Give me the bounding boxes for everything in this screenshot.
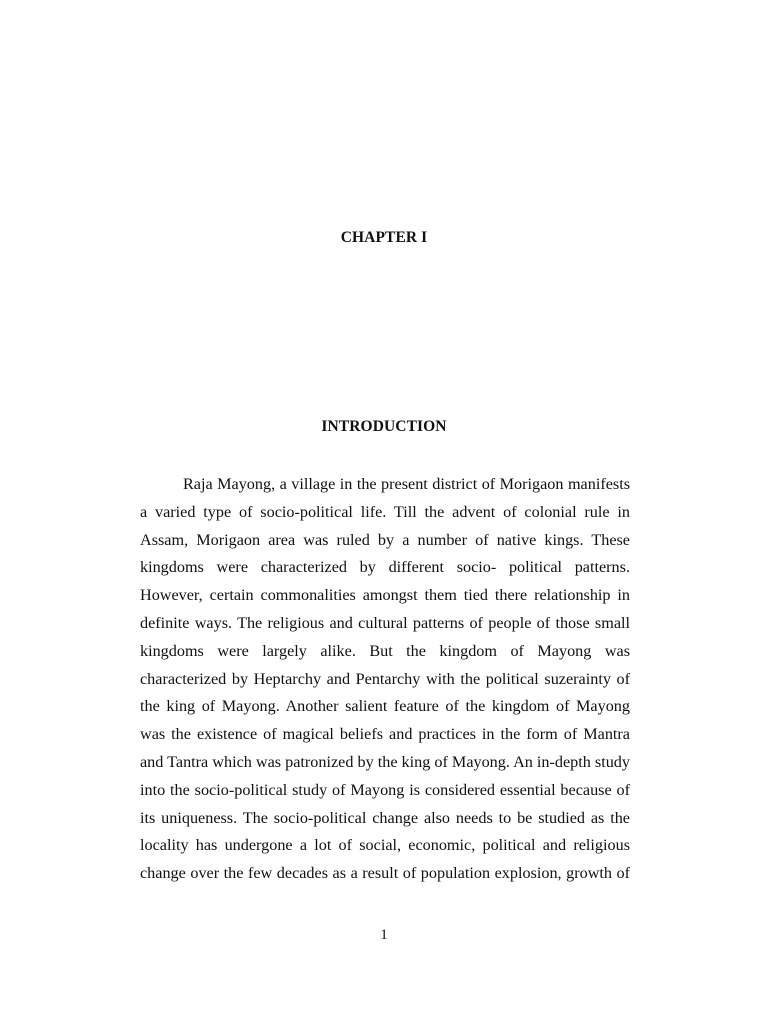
paragraph-line: into the socio-political study of Mayong is considered essential because of <box>140 780 630 799</box>
paragraph-line: its uniqueness. The socio-political change also needs to be studied as the <box>140 808 630 827</box>
paragraph-line: and Tantra which was patronized by the king of Mayong. An in-depth study <box>140 752 630 771</box>
paragraph-line: was the existence of magical beliefs and practices in the form of Mantra <box>140 725 630 744</box>
paragraph-line: Assam, Morigaon area was ruled by a number of native kings. These <box>140 530 630 549</box>
paragraph-line: However, certain commonalities amongst them tied there relationship in <box>140 586 630 605</box>
paragraph-line: change over the few decades as a result of population explosion, growth of <box>140 864 630 883</box>
paragraph-line: a varied type of socio-political life. Till the advent of colonial rule in <box>140 502 630 521</box>
paragraph-line: the king of Mayong. Another salient feature of the kingdom of Mayong <box>140 697 630 716</box>
paragraph-line: definite ways. The religious and cultural patterns of people of those small <box>140 613 630 632</box>
paragraph-line: characterized by Heptarchy and Pentarchy with the political suzerainty of <box>140 669 630 688</box>
paragraph-line: kingdoms were largely alike. But the kingdom of Mayong was <box>140 641 630 660</box>
paragraph-line: kingdoms were characterized by different socio- political patterns. <box>140 558 630 577</box>
paragraph-line: Raja Mayong, a village in the present district of Morigaon manifests <box>183 475 630 493</box>
page-number: 1 <box>380 927 388 943</box>
introduction-paragraph <box>140 471 630 888</box>
section-heading: INTRODUCTION <box>321 418 447 435</box>
paragraph-line: locality has undergone a lot of social, economic, political and religious <box>140 836 630 855</box>
chapter-heading: CHAPTER I <box>340 229 428 246</box>
